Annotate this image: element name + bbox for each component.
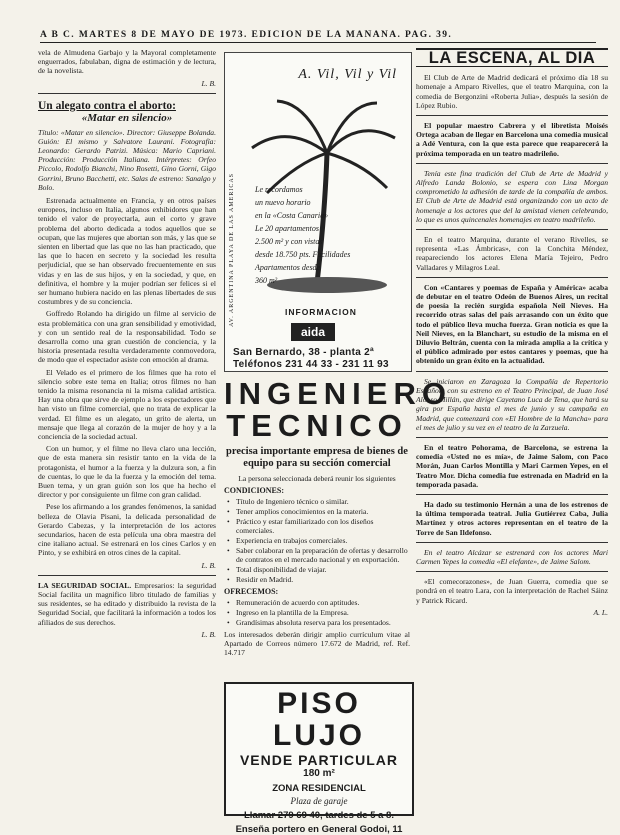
column-divider xyxy=(416,163,608,164)
article-signature: L. B. xyxy=(201,560,216,570)
job-title-line2: TECNICO xyxy=(226,408,408,443)
article-subheadline: «Matar en silencio» xyxy=(81,112,173,125)
column-divider xyxy=(416,277,608,278)
conditions-title: CONDICIONES: xyxy=(224,486,285,495)
offers-title: OFRECEMOS: xyxy=(224,587,279,596)
sale-zone: ZONA RESIDENCIAL xyxy=(272,783,366,794)
conditions-list xyxy=(224,497,410,584)
sale-size: 180 m² xyxy=(303,768,335,779)
news-paragraph: «El comecorazones», de Juan Guerra, comedia que se pondrá en el teatro Lara, con la interpretación de Rachel Sáinz y Patrick Ricard. xyxy=(416,577,608,605)
left-column xyxy=(38,48,216,644)
article-paragraph: El Velado es el primero de los filmes que ha roto el silencio sobre este tema en Italia; otros filmes no han tenido la misma resonancia ni la misma calidad artística. Hay una obra que sirve de ejemplo a los espectadores que han visto un filme comercial, que no trata de explicar la verdad. El filme es un alegato, un grito de alerta, un mensaje que llega al corazón de la mujer de hoy y a la conciencia de la sociedad actual. xyxy=(38,367,216,442)
column-divider xyxy=(38,93,216,94)
offers-list xyxy=(224,598,410,627)
news-paragraph: El popular maestro Cabrera y el libretista Moisés Ortega acaban de llegar en Barcelona una comedia musical a Adé Ventura, con la que esta parece que reaparecerá la próxima temporada en un teatro madrileño. xyxy=(416,121,608,158)
column-divider xyxy=(416,571,608,572)
condition-item: • Tener amplios conocimientos en la materia. xyxy=(236,507,410,516)
column-divider xyxy=(416,115,608,116)
news-paragraph: Se iniciaron en Zaragoza la Compañía de Repertorio Española con su estreno en el Teatro Principal, de Juan José Alonso Millán, que dirige Cayetano Luca de Tena, que hará su gira por España hasta el mes de junio y su campaña en Madrid, que comenzará con «El Hombre de la Mancha» para el mes de julio y su vez en el teatro de la Zarzuela. xyxy=(416,376,608,432)
apartment-sale-ad xyxy=(224,682,414,835)
page-header: A B C. MARTES 8 DE MAYO DE 1973. EDICION DE LA MAÑANA. PAG. 39. xyxy=(40,30,596,43)
job-requirement: La persona seleccionada deberá reunir los siguientes xyxy=(238,474,396,483)
ad-promo-text xyxy=(255,183,375,287)
sale-address: Enseña portero en General Godoi, 11 xyxy=(235,824,403,835)
promo-line: Le 20 apartamentos xyxy=(255,224,319,233)
sale-subtitle: VENDE PARTICULAR xyxy=(239,752,399,768)
offer-item: • Remuneración de acuerdo con aptitudes. xyxy=(236,598,410,607)
news-paragraph: Con «Cantares y poemas de España y América» acaba de debutar en el teatro Odeón de Buenos Aires, un recital de poesía la recién surgida española Neil Nieves. Ha recorrido otras salas del país arrasando con un éxito que todo el público lleva mucha fuerza. Gran noticia es que la Neil Nieves, en la Blanchart, su estudio de la misma en el Diluvio Beltrán, cuenta con la mirada amplia a la crítica y el público admirado por estos cantares y poemas, que ha obtenido un gran éxito en la actualidad. xyxy=(416,282,608,366)
promo-line: 2.500 m² y con vistas xyxy=(255,237,323,246)
ad-brand: A. Vil, Vil y Vil xyxy=(298,67,397,82)
promo-line: un nuevo horario xyxy=(255,198,311,207)
apartments-ad xyxy=(224,52,412,372)
section-title: LA ESCENA, AL DIA xyxy=(416,48,608,67)
social-security-note xyxy=(38,581,216,627)
job-lead: precisa importante empresa de bienes de equipo para su sección comercial xyxy=(226,446,408,469)
note-signature: L. B. xyxy=(201,629,216,639)
film-credits: Título: «Matar en silencio». Director: Giuseppe Bolanda. Guión: El mismo y Salvatore Laurani. Fotografía: Leonardo: Gerardo Patrizi. Música: Mario Capriani. Producción: Producción Italiana. Intérpretes: Orfeo Piccolo, Rodolfo Bianchi, Nino Rosetti, Gino Gorni, Gigo Gorrini, Bruno Bacchetti, etc. Salas de estreno: Sanalgo y Bolo. xyxy=(38,127,216,192)
job-title-line1: INGENIERO xyxy=(224,376,452,411)
article-paragraph: Con un humor, y el filme no lleva claro una lección, que de esta manera sin resistir tanto en la vida de la protagonista, el humor a la fuerza y la dulzura son, a fin de cuentas, lo que le da la fuerza y la emoción del tema. Buen tema, y un gran guión son los que ha hecho el director y por consiguiente un filme con gran calidad. xyxy=(38,444,216,500)
news-paragraph: El Club de Arte de Madrid dedicará el próximo día 18 su homenaje a Amparo Rivelles, que el teatro Marquina, con la comedia de Bergonzini «Roberta Julia», después la sesión de López Rubio. xyxy=(416,73,608,110)
news-paragraph: En el teatro Pohorama, de Barcelona, se estrena la comedia «Usted no es mía», de Jaime Salom, con Paco Morán, Juan Carlos Montilla y Mari Carmen Yepes, en el Teatro Mor. Dicha comedia fue estrenada en Madrid en la temporada pasada. xyxy=(416,442,608,489)
news-paragraph: Tenía este fina tradición del Club de Arte de Madrid y Alfredo Landa Bolonio, se espera con Lina Morgan comprometido la adhesión de tarde de la compañía de ambos. El Club de Arte de Madrid está organizando con un acto de homenaje a los actores que del la amistad vienen celebrando, lo que es unos quincenales homenajes en teatro madrileño. xyxy=(416,168,608,224)
job-ad xyxy=(224,376,452,657)
news-signature: A. L. xyxy=(593,607,608,617)
offer-item: • Ingreso en la plantilla de la Empresa. xyxy=(236,608,410,617)
condition-item: • Total disponibilidad de viajar. xyxy=(236,565,410,574)
article-paragraph: Pese los afirmando a los grandes fenómenos, la sanidad belleza de Olavia Pisani, la delicada personalidad de Gerardo Cabezas, y la interpretación de los actores secundarios, hacen de esta película una obra maestra del cine italiano actual. Se estrenará en los cines Carlos y en Pinto, y se exhibirá en otros cines de la capital. xyxy=(38,502,216,558)
column-divider xyxy=(416,494,608,495)
condition-item: • Residir en Madrid. xyxy=(236,575,410,584)
condition-item: • Título de Ingeniero técnico o similar. xyxy=(236,497,410,506)
article-paragraph: Estrenada actualmente en Francia, y en otros países europeos, incluso en Italia, algunos exhibidores que han tenido el valor de proyectarla, aun el corto y grave problema del aborto dedicada a todos aquellos que se ocupan, que las mujeres que abortan son más, y las que se sienten en libertad que las que no las han practicado, que las que lo hacen en secreto y la sociedad les resulta perjudicial, que se han observado frecuentemente en sus vidas y en las de sus hijos, y en la sociedad, y que, en definitiva, el hombre y la mujer podrían ser felices si el ser humano hubiera nacido en las plenas libertades de sus costumbres y de su conciencia. xyxy=(38,195,216,307)
column-divider xyxy=(416,542,608,543)
news-paragraph: En el teatro Alcázar se estrenará con los actores Mari Carmen Yepes la comedia «El elefante», de Jaime Salom. xyxy=(416,547,608,566)
news-paragraph: Ha dado su testimonio Hernán a una de los estrenos de la última temporada teatral. Julia Gutiérrez Caba, Julia Martínez y otros actores representan en el teatro de la Torre de San Ildefonso. xyxy=(416,499,608,537)
sale-title: PISO LUJO xyxy=(272,687,365,752)
condition-item: • Experiencia en trabajos comerciales. xyxy=(236,536,410,545)
news-paragraph: En el teatro Marquina, durante el verano Rivelles, se representa «Las Ámbricas», con la Conchita Méndez, reapareciendo los actores Elena María Tejeiro, Pedro Valladares y Milagros Leal. xyxy=(416,235,608,272)
article-headline: Un alegato contra el aborto: xyxy=(38,99,176,112)
column-divider xyxy=(416,229,608,230)
column-divider xyxy=(416,371,608,372)
job-contact: Los interesados deberán dirigir amplio currículum vitae al Apartado de Correos número 17.672 de Madrid, ref. Ref. 14.717 xyxy=(224,630,410,657)
ad-address: San Bernardo, 38 - planta 2ª Teléfonos 231 44 33 - 231 11 93 xyxy=(233,347,389,370)
intro-signature: L. B. xyxy=(201,78,216,88)
column-divider xyxy=(38,575,216,576)
sale-garage: Plaza de garaje xyxy=(290,796,348,806)
right-column xyxy=(416,48,608,622)
ad-info-label: INFORMACION xyxy=(285,307,357,317)
article-paragraph: Goffredo Rolando ha dirigido un filme al servicio de esta problemática con una gran sensibilidad y emotividad, y con un sentido real de la responsabilidad. Todo se desarrolla como una gran cuestión de conciencia, y la historia presentada resulta verdaderamente conmovedora, de modo que el espectador asiste con emoción al drama. xyxy=(38,309,216,365)
condition-item: • Práctico y estar familiarizado con los diseños comerciales. xyxy=(236,517,410,535)
sale-phone: Llamar 279 69 40, tardes de 5 a 8. xyxy=(244,810,394,821)
note-lead: LA SEGURIDAD SOCIAL. xyxy=(38,580,132,590)
column-divider xyxy=(416,437,608,438)
promo-line: Le recordamos xyxy=(255,185,303,194)
ad-logo: aida xyxy=(291,323,335,341)
ad-side-text: AV. ARGENTINA PLAYA DE LAS AMERICAS xyxy=(229,173,235,327)
promo-line: 360 m² xyxy=(255,276,278,285)
offer-item: • Grandísimas absoluta reserva para los presentados. xyxy=(236,618,410,627)
promo-line: en la «Costa Canaria» xyxy=(255,211,329,220)
note-text: Empresarios: la seguridad Social facilita un magnifico libro titulado de familias y sus residentes, se ha editado y distribuido la revista de la Seguridad Social, que facilitará la información a todos los afiliados de sus derechos. xyxy=(38,580,217,627)
intro-paragraph: vela de Almudena Garbajo y la Mayoral completamente enguerrados, fabulaban, digna de estimación y de lectura, de la novelista. xyxy=(38,48,216,76)
promo-line: Apartamentos desde xyxy=(255,263,321,272)
promo-line: desde 18.750 pts. Facilidades xyxy=(255,250,351,259)
condition-item: • Saber colaborar en la preparación de ofertas y desarrollo de contratos en el mercado nacional y en exportación. xyxy=(236,546,410,564)
